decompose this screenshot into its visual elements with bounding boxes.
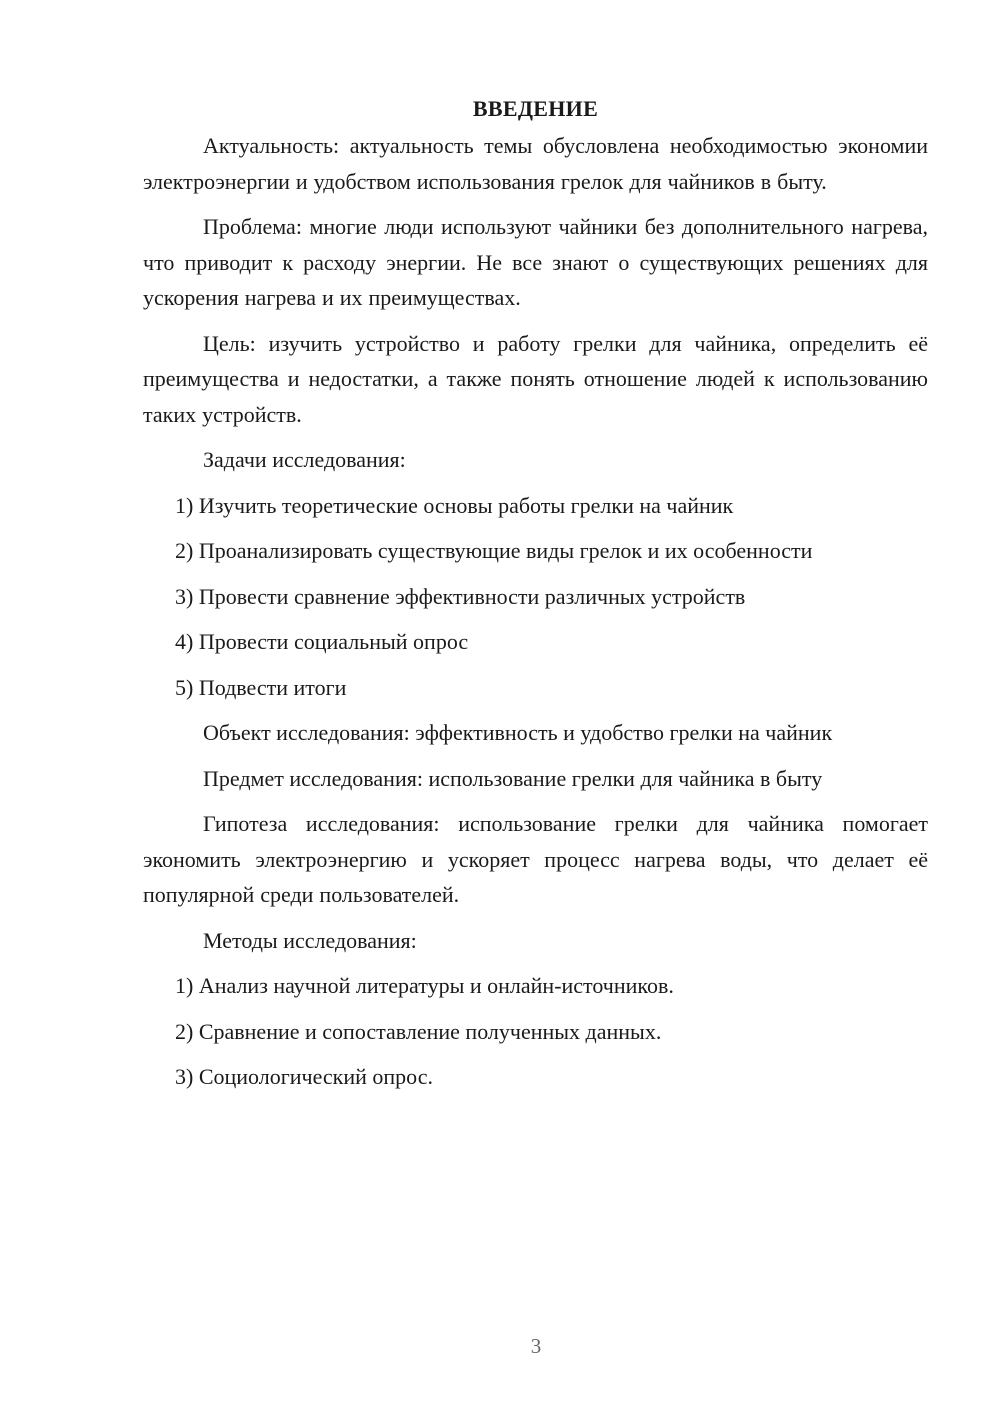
methods-heading: Методы исследования:	[203, 927, 417, 953]
list-item: 1) Изучить теоретические основы работы грелки на чайник	[175, 492, 734, 518]
hypothesis-paragraph: Гипотеза исследования: использование грелки для чайника помогает экономить электроэнергию и ускоряет процесс нагрева воды, что делает её популярной среди пользователей.	[143, 811, 928, 907]
tasks-heading: Задачи исследования:	[203, 447, 406, 472]
page-content	[143, 92, 928, 1105]
list-item: 2) Проанализировать существующие виды грелок и их особенности	[175, 538, 813, 563]
list-item: 5) Подвести итоги	[175, 674, 347, 700]
problem-paragraph: Проблема: многие люди используют чайники без дополнительного нагрева, что приводит к расходу энергии. Не все знают о существующих решениях для ускорения нагрева и их преимуществах.	[143, 214, 928, 310]
section-title: ВВЕДЕНИЕ	[472, 96, 599, 121]
list-item: 1) Анализ научной литературы и онлайн-источников.	[175, 973, 674, 998]
goal-paragraph: Цель: изучить устройство и работу грелки для чайника, определить её преимущества и недостатки, а также понять отношение людей к использованию таких устройств.	[143, 330, 928, 427]
subject-line: Предмет исследования: использование грелки для чайника в быту	[203, 765, 823, 791]
methods-list	[143, 968, 928, 1095]
list-item: 4) Провести социальный опрос	[175, 629, 469, 654]
object-line: Объект исследования: эффективность и удобство грелки на чайник	[203, 720, 833, 745]
relevance-paragraph: Актуальность: актуальность темы обусловлена необходимостью экономии электроэнергии и удобством использования грелок для чайников в быту.	[143, 133, 928, 194]
page-number: 3	[530, 1334, 542, 1358]
list-item: 2) Сравнение и сопоставление полученных данных.	[175, 1018, 662, 1044]
list-item: 3) Провести сравнение эффективности различных устройств	[175, 583, 746, 609]
list-item: 3) Социологический опрос.	[175, 1064, 433, 1089]
tasks-list	[143, 488, 928, 706]
